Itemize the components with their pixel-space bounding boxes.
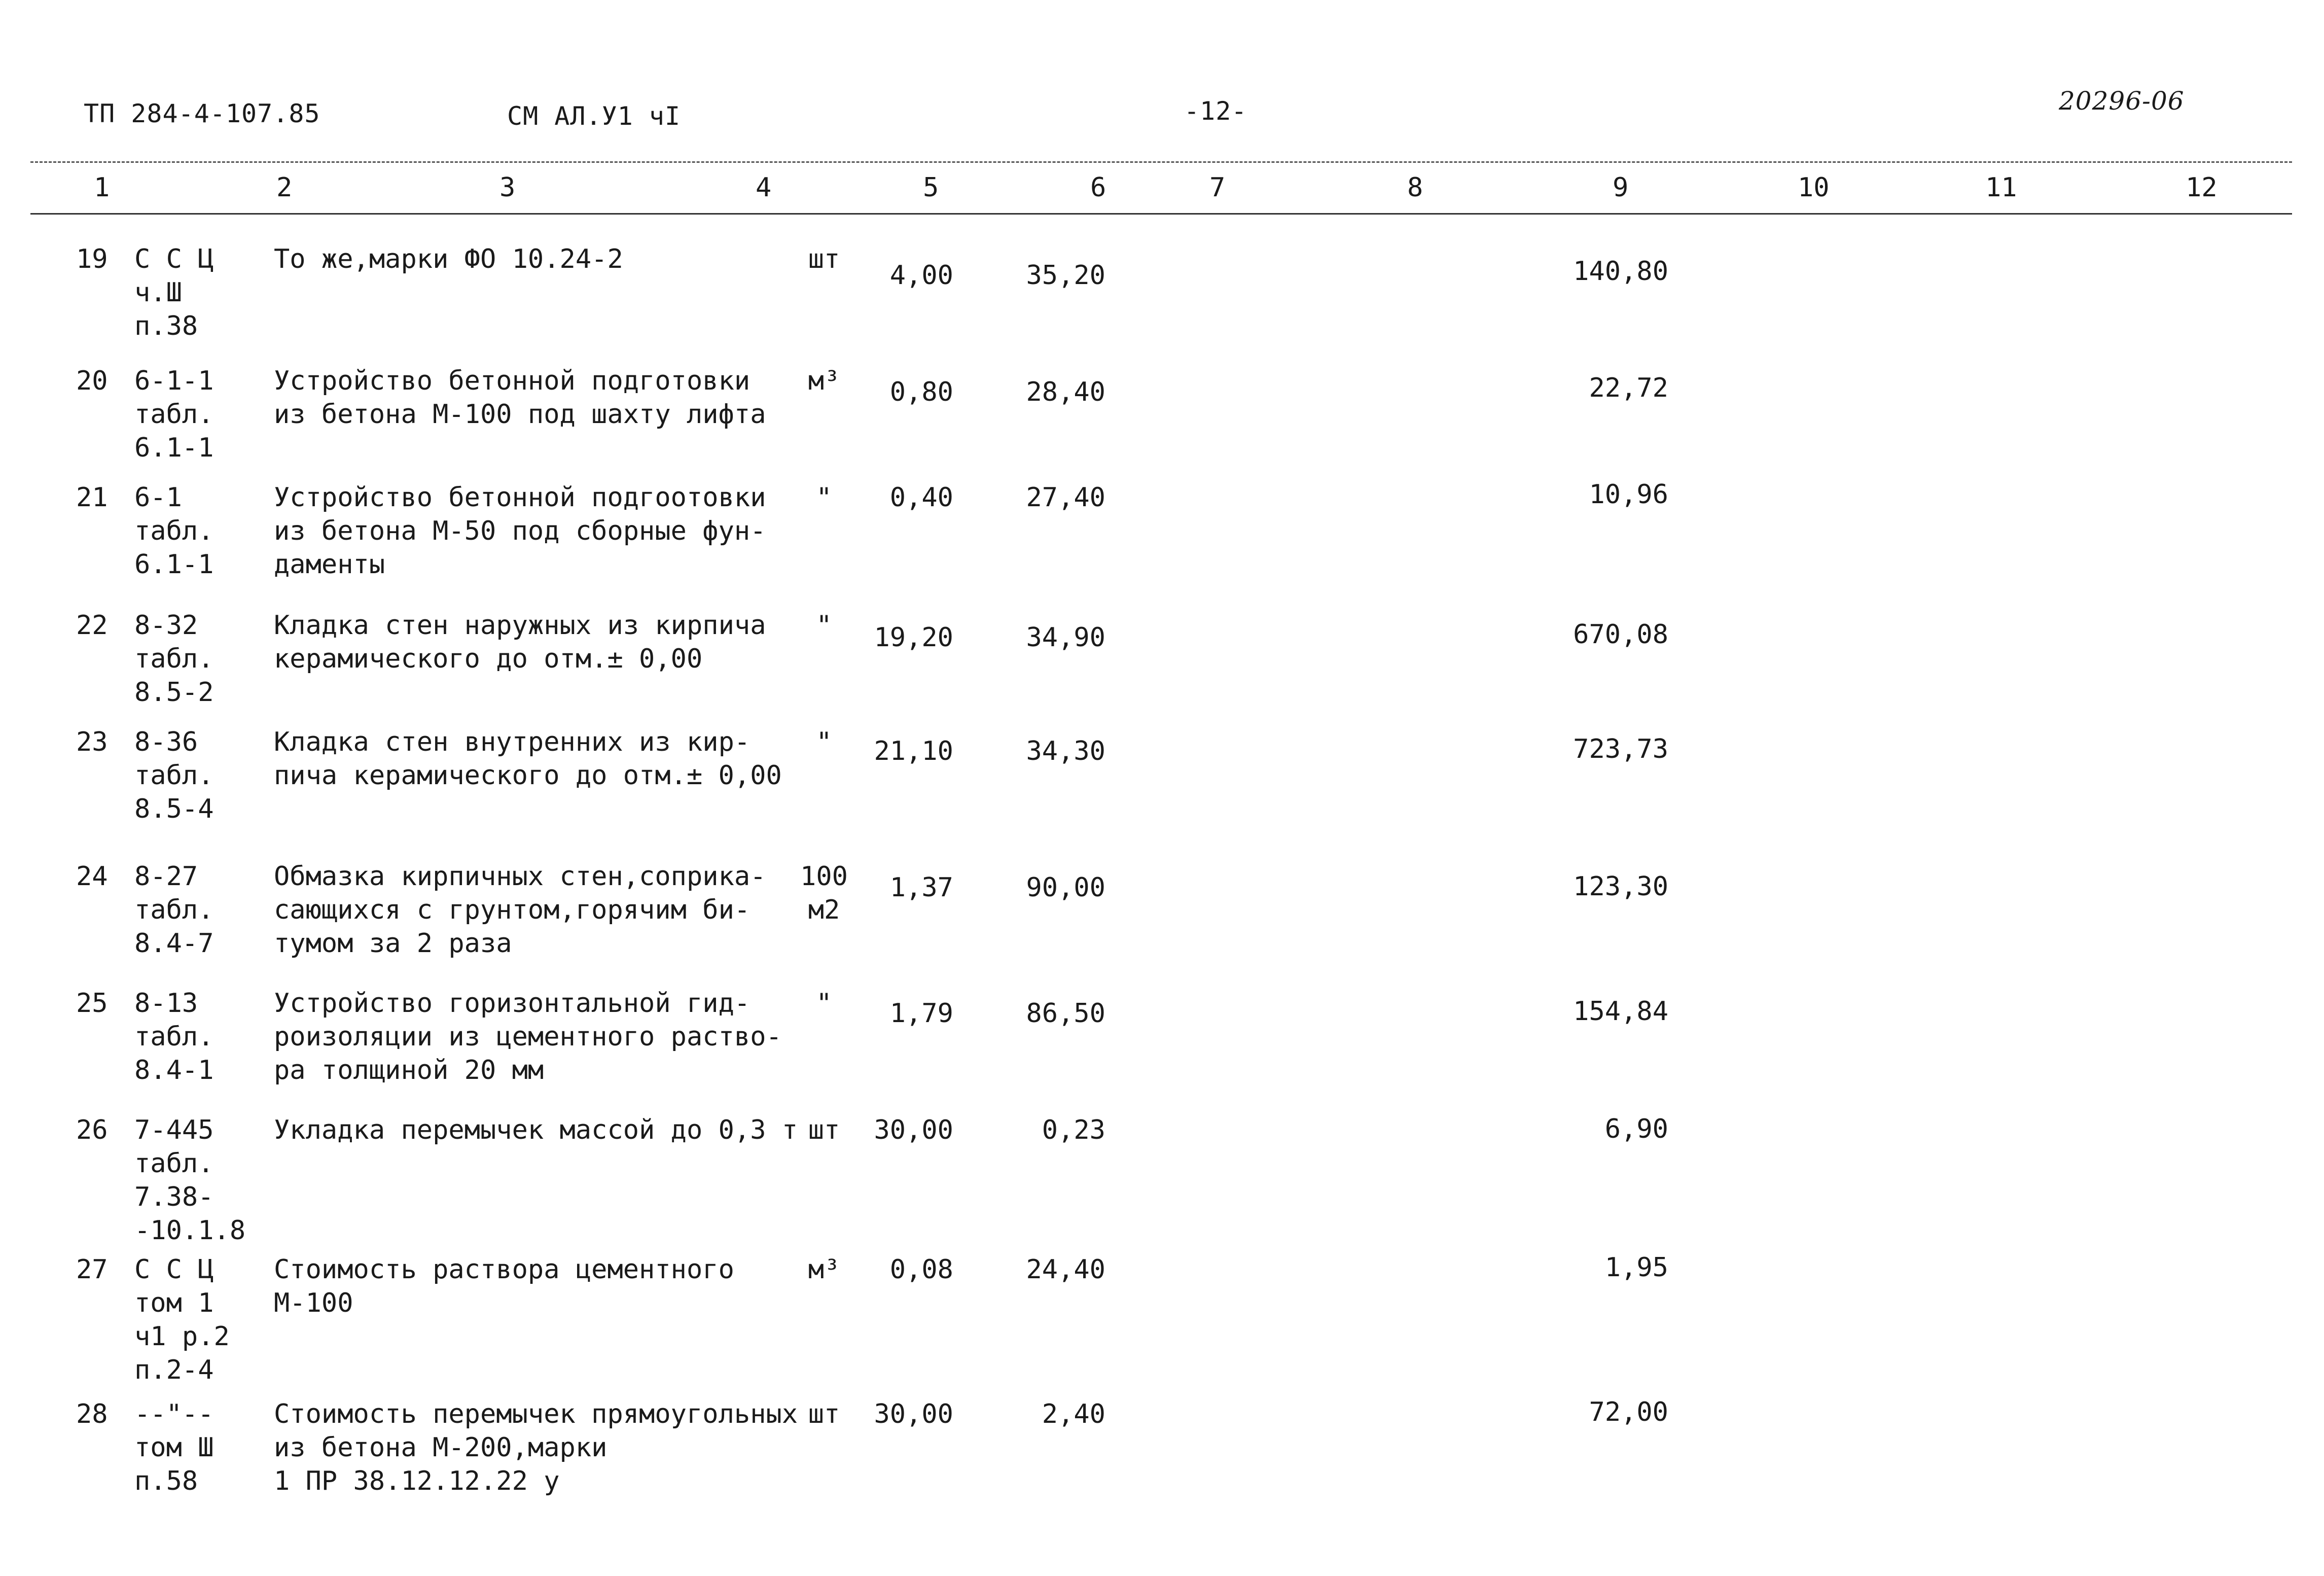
norm-reference: С С Ц ч.Ш п.38 bbox=[134, 244, 214, 341]
total-cost: 123,30 bbox=[1573, 871, 1668, 902]
total-cost: 1,95 bbox=[1604, 1252, 1668, 1283]
unit-price: 90,00 bbox=[1026, 872, 1105, 903]
column-number: 3 bbox=[499, 172, 516, 203]
total-cost: 670,08 bbox=[1573, 619, 1668, 650]
unit-price: 27,40 bbox=[1026, 482, 1105, 513]
column-number: 10 bbox=[1798, 172, 1830, 203]
quantity: 30,00 bbox=[874, 1115, 953, 1145]
work-description: Устройство бетонной подгоотовки из бетона М-50 под сборные фун- даменты bbox=[274, 482, 766, 580]
row-number: 20 bbox=[76, 366, 108, 396]
table-row bbox=[0, 242, 2324, 384]
table-row bbox=[0, 725, 2324, 867]
norm-reference: 8-13 табл. 8.4-1 bbox=[134, 988, 214, 1085]
unit: " bbox=[816, 727, 832, 757]
norm-reference: 6-1-1 табл. 6.1-1 bbox=[134, 366, 214, 463]
top-rule bbox=[30, 161, 2292, 163]
unit-price: 28,40 bbox=[1026, 377, 1105, 407]
quantity: 0,08 bbox=[889, 1254, 953, 1285]
column-number: 1 bbox=[94, 172, 110, 203]
work-description: То же,марки ФО 10.24-2 bbox=[274, 244, 623, 274]
work-description: Кладка стен наружных из кирпича керамического до отм.± 0,00 bbox=[274, 610, 766, 674]
row-number: 24 bbox=[76, 861, 108, 892]
unit: м³ bbox=[808, 1254, 840, 1285]
quantity: 1,79 bbox=[889, 998, 953, 1029]
table-row bbox=[0, 1253, 2324, 1395]
column-number: 11 bbox=[1985, 172, 2017, 203]
total-cost: 22,72 bbox=[1589, 373, 1668, 403]
column-number: 12 bbox=[2186, 172, 2218, 203]
work-description: Обмазка кирпичных стен,соприка- сающихся с грунтом,горячим би- тумом за 2 раза bbox=[274, 861, 766, 959]
table-row bbox=[0, 1113, 2324, 1255]
total-cost: 10,96 bbox=[1589, 479, 1668, 510]
table-row bbox=[0, 860, 2324, 1002]
unit: " bbox=[816, 988, 832, 1019]
column-number: 9 bbox=[1613, 172, 1629, 203]
total-cost: 72,00 bbox=[1589, 1397, 1668, 1427]
document-number: 20296-06 bbox=[2059, 86, 2185, 116]
row-number: 28 bbox=[76, 1399, 108, 1429]
row-number: 23 bbox=[76, 727, 108, 757]
quantity: 0,80 bbox=[889, 377, 953, 407]
row-number: 19 bbox=[76, 244, 108, 274]
unit: м³ bbox=[808, 366, 840, 396]
row-number: 27 bbox=[76, 1254, 108, 1285]
quantity: 30,00 bbox=[874, 1399, 953, 1429]
norm-reference: 8-27 табл. 8.4-7 bbox=[134, 861, 214, 959]
work-description: Стоимость перемычек прямоугольных из бетона М-200,марки 1 ПР 38.12.12.22 у bbox=[274, 1399, 798, 1496]
unit-price: 35,20 bbox=[1026, 260, 1105, 291]
work-description: Кладка стен внутренних из кир- пича керамического до отм.± 0,00 bbox=[274, 727, 782, 791]
norm-reference: 6-1 табл. 6.1-1 bbox=[134, 482, 214, 580]
unit: шт bbox=[808, 1399, 840, 1429]
table-row bbox=[0, 1397, 2324, 1539]
column-number: 5 bbox=[923, 172, 939, 203]
column-number: 6 bbox=[1090, 172, 1106, 203]
row-number: 26 bbox=[76, 1115, 108, 1145]
unit-price: 24,40 bbox=[1026, 1254, 1105, 1285]
row-number: 21 bbox=[76, 482, 108, 513]
unit-price: 0,23 bbox=[1042, 1115, 1105, 1145]
page-number: -12- bbox=[1184, 96, 1247, 126]
total-cost: 140,80 bbox=[1573, 256, 1668, 287]
norm-reference: С С Ц том 1 ч1 р.2 п.2-4 bbox=[134, 1254, 230, 1385]
unit-price: 34,90 bbox=[1026, 622, 1105, 653]
total-cost: 154,84 bbox=[1573, 996, 1668, 1027]
work-description: Устройство бетонной подготовки из бетона М-100 под шахту лифта bbox=[274, 366, 766, 430]
quantity: 4,00 bbox=[889, 260, 953, 291]
column-number: 4 bbox=[756, 172, 772, 203]
quantity: 19,20 bbox=[874, 622, 953, 653]
table-row bbox=[0, 987, 2324, 1129]
unit: шт bbox=[808, 1115, 840, 1145]
column-number: 8 bbox=[1407, 172, 1423, 203]
row-number: 25 bbox=[76, 988, 108, 1019]
unit-price: 2,40 bbox=[1042, 1399, 1105, 1429]
column-number: 7 bbox=[1209, 172, 1226, 203]
quantity: 0,40 bbox=[889, 482, 953, 513]
unit: " bbox=[816, 482, 832, 513]
unit: 100 м2 bbox=[800, 861, 848, 925]
work-description: Стоимость раствора цементного М-100 bbox=[274, 1254, 734, 1318]
total-cost: 6,90 bbox=[1604, 1114, 1668, 1144]
header-rule bbox=[30, 213, 2292, 215]
total-cost: 723,73 bbox=[1573, 734, 1668, 764]
quantity: 1,37 bbox=[889, 872, 953, 903]
norm-reference: 8-36 табл. 8.5-4 bbox=[134, 727, 214, 824]
column-number: 2 bbox=[276, 172, 293, 203]
norm-reference: 7-445 табл. 7.38- -10.1.8 bbox=[134, 1115, 246, 1246]
row-number: 22 bbox=[76, 610, 108, 641]
project-code: ТП 284-4-107.85 bbox=[84, 99, 320, 128]
work-description: Укладка перемычек массой до 0,3 т bbox=[274, 1115, 798, 1145]
unit-price: 86,50 bbox=[1026, 998, 1105, 1029]
unit: шт bbox=[808, 244, 840, 274]
norm-reference: --"-- том Ш п.58 bbox=[134, 1399, 214, 1496]
work-description: Устройство горизонтальной гид- роизоляции из цементного раство- ра толщиной 20 мм bbox=[274, 988, 782, 1085]
album-code: СМ АЛ.У1 чI bbox=[507, 101, 681, 131]
table-row bbox=[0, 481, 2324, 623]
unit: " bbox=[816, 610, 832, 641]
quantity: 21,10 bbox=[874, 736, 953, 766]
norm-reference: 8-32 табл. 8.5-2 bbox=[134, 610, 214, 708]
unit-price: 34,30 bbox=[1026, 736, 1105, 766]
